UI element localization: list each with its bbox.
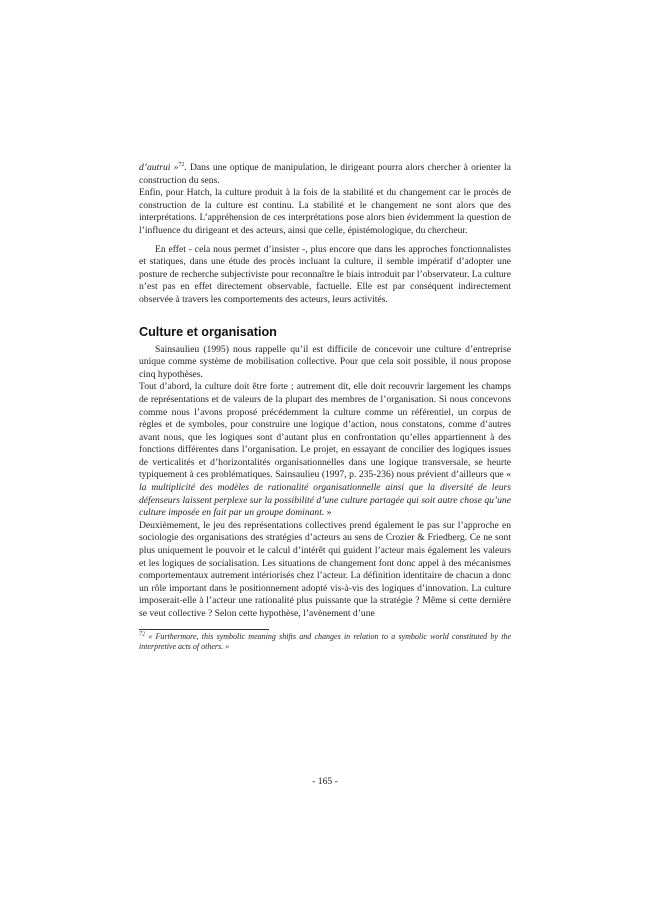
paragraph-posture: En effet - cela nous permet d’insister -, plus encore que dans les approches fonctionnalistes et statiques, dans une étude des procès incluant la culture, il semble impératif d’adopter une posture de recherche subjectiviste pour reconnaître le biais introduit par l’observateur. La culture n’est pas en effet directement observable, factuelle. Elle est par conséquent indirectement observée à travers les comportements des acteurs, leurs activités. [139, 243, 511, 305]
paragraph-sainsaulieu: Sainsaulieu (1995) nous rappelle qu’il est difficile de concevoir une culture d’entreprise unique comme système de mobilisation collective. Pour que cela soit possible, il nous propose cinq hypothèses. [139, 343, 511, 380]
quote-end: d’autrui » [139, 162, 179, 173]
paragraph-text: Tout d’abord, la culture doit être forte ; autrement dit, elle doit recouvrir largement les champs de représentations et de valeurs de la plupart des membres de l’organisation. Si nous concevons comme nous l’avons proposé précédemment la culture comme un référentiel, un corpus de règles et de symboles, pour construire une logique d’action, nous constatons, comme d’autres avant nous, que les logiques sont d’autant plus en confrontation qu’elles appartiennent à des fonctions différentes dans l’organisation. Le projet, en essayant de concilier des logiques issues de verticalités et d’horizontalités organisationnelles dans une logique transversale, se heurte typiquement à ces problématiques. Sainsaulieu (1997, p. 235-236) nous prévient d’ailleurs que « [139, 381, 511, 481]
quotation: la multiplicité des modèles de rationalité organisationnelle ainsi que la diversité de leurs défenseurs laissent perplexe sur la possibilité d’une culture partagée qui soit autre chose qu’une culture imposée en fait par un groupe dominant. [139, 482, 511, 519]
footnote-number: 72 [139, 630, 145, 637]
paragraph-first-hypothesis [139, 381, 511, 520]
section-heading: Culture et organisation [139, 324, 277, 339]
paragraph-continuation [139, 162, 511, 187]
page-number: - 165 - [312, 776, 338, 787]
quote-close: » [324, 507, 332, 519]
page-body [139, 162, 511, 661]
footnote [139, 632, 511, 653]
paragraph-hatch: Enfin, pour Hatch, la culture produit à la fois de la stabilité et du changement car le procès de construction de la culture est continu. La stabilité et le changement ne sont alors que des interprétations. L’appréhension de ces interprétations pose alors bien évidemment la question de l’influence du dirigeant et des acteurs, ainsi que celle, épistémologique, du chercheur. [139, 187, 511, 236]
footnote-divider [139, 629, 269, 630]
footnote-text: « Furthermore, this symbolic meaning shifts and changes in relation to a symbolic world constituted by the interpretive acts of others. » [139, 631, 511, 652]
paragraph-second-hypothesis: Deuxièmement, le jeu des représentations collectives prend également le pas sur l’approche en sociologie des organisations des stratégies d’acteurs au sens de Crozier & Friedberg. Ce ne sont plus uniquement le pouvoir et le calcul d’intérêt qui guident l’acteur mais également les valeurs et les logiques de socialisation. Les situations de changement font donc appel à des mécanismes comportementaux autrement intériorisés chez l’acteur. La définition identitaire de chacun a donc un rôle important dans le positionnement adopté vis-à-vis des logiques d’innovation. La culture imposerait-elle à l’acteur une rationalité plus puissante que la stratégie ? Même si cette dernière se veut collective ? Selon cette hypothèse, l’avènement d’une [139, 519, 511, 619]
footnote-ref[interactable]: 72 [178, 161, 185, 168]
paragraph-text: . Dans une optique de manipulation, le dirigeant pourra alors chercher à orienter la construction du sens. [139, 162, 511, 186]
